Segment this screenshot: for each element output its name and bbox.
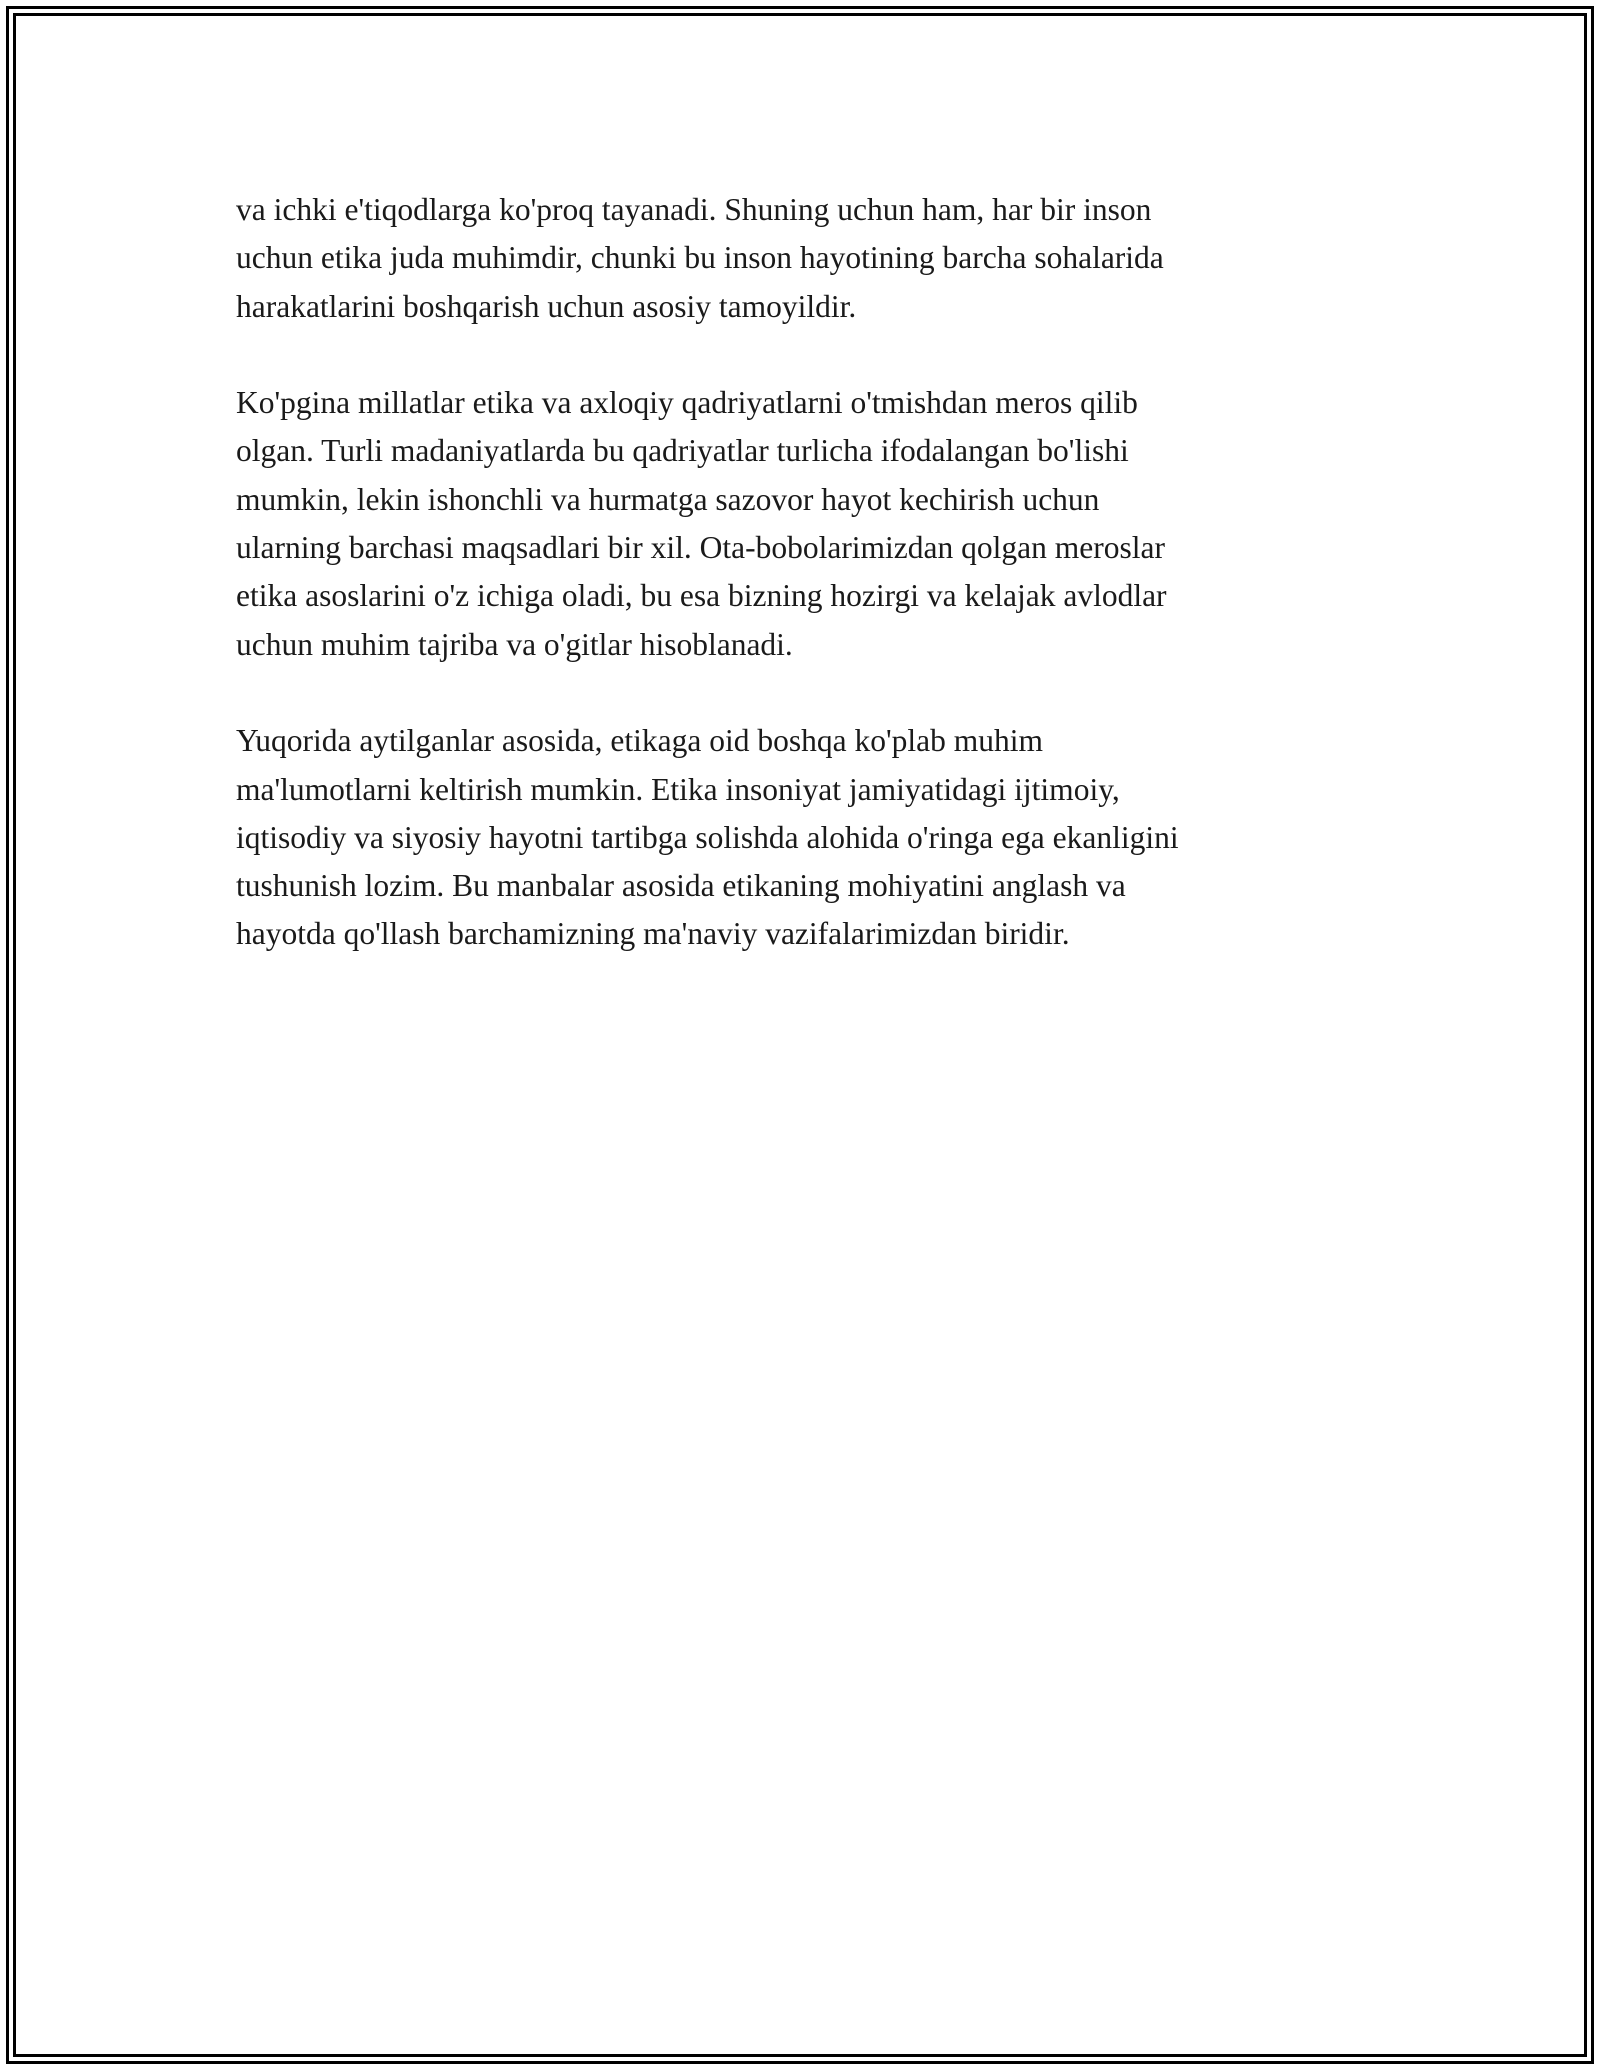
paragraph-3	[236, 717, 1356, 958]
text-line: harakatlarini boshqarish uchun asosiy tamoyildir.	[236, 288, 857, 324]
text-line: iqtisodiy va siyosiy hayotni tartibga solishda alohida o'ringa ega ekanligini	[236, 819, 1179, 855]
text-line: mumkin, lekin ishonchli va hurmatga sazovor hayot kechirish uchun	[236, 481, 1100, 517]
paragraph-2	[236, 379, 1356, 669]
text-line: uchun muhim tajriba va o'gitlar hisoblanadi.	[236, 626, 793, 662]
text-line: ularning barchasi maqsadlari bir xil. Ota-bobolarimizdan qolgan meroslar	[236, 530, 1165, 566]
text-line: uchun etika juda muhimdir, chunki bu inson hayotining barcha sohalarida	[236, 240, 1164, 276]
text-line: etika asoslarini o'z ichiga oladi, bu esa bizning hozirgi va kelajak avlodlar	[236, 578, 1167, 614]
document-body	[236, 186, 1356, 1007]
text-line: olgan. Turli madaniyatlarda bu qadriyatlar turlicha ifodalangan bo'lishi	[236, 433, 1129, 469]
paragraph-1	[236, 186, 1356, 331]
text-line: ma'lumotlarni keltirish mumkin. Etika insoniyat jamiyatidagi ijtimoiy,	[236, 771, 1120, 807]
text-line: Ko'pgina millatlar etika va axloqiy qadriyatlarni o'tmishdan meros qilib	[236, 385, 1138, 421]
text-line: hayotda qo'llash barchamizning ma'naviy vazifalarimizdan biridir.	[236, 916, 1070, 952]
text-line: tushunish lozim. Bu manbalar asosida etikaning mohiyatini anglash va	[236, 868, 1126, 904]
text-line: va ichki e'tiqodlarga ko'proq tayanadi. Shuning uchun ham, har bir inson	[236, 192, 1152, 227]
text-line: Yuqorida aytilganlar asosida, etikaga oid boshqa ko'plab muhim	[236, 723, 1044, 759]
